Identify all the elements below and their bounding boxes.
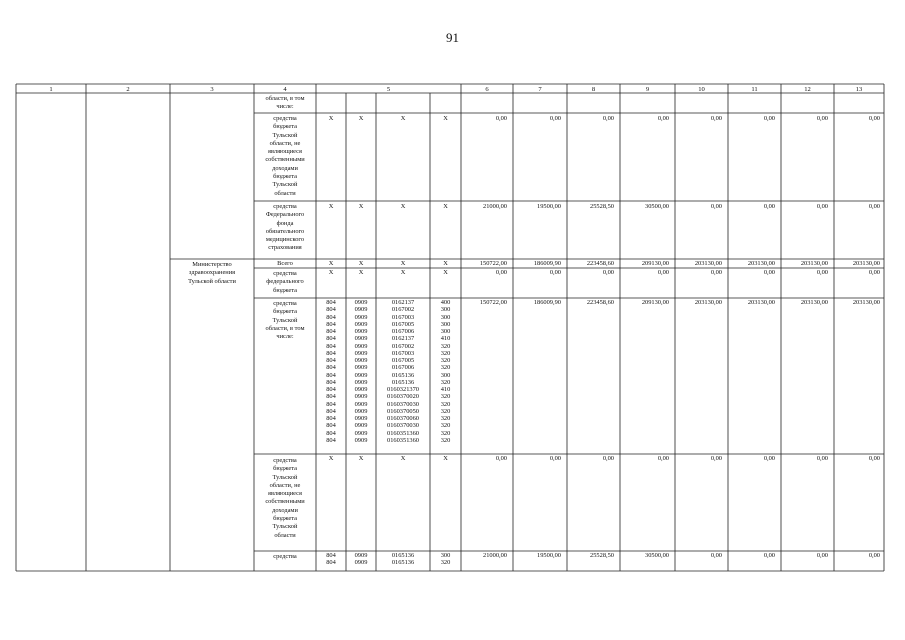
row-description: средства федерального бюджета — [266, 270, 304, 294]
organization-name: Министерство здравоохранения Тульской области — [188, 261, 236, 285]
code-csr: X — [400, 269, 406, 276]
value-col-6: 150722,00 — [479, 260, 507, 267]
value-col-8: 0,00 — [602, 269, 614, 276]
code-grbs-list: 804 804 — [326, 552, 336, 567]
value-col-12: 0,00 — [816, 552, 828, 559]
code-csr-list: 0162137 0167002 0167003 0167005 0167006 0162137 0167002 0167003 0167005 0167006 0165136 0165136 0160321370 0160370020 0160370030 0160370050 0160370060 0160370030 0160351360 0160351360 — [387, 299, 419, 444]
value-col-6: 0,00 — [495, 269, 507, 276]
header-col-9: 9 — [645, 86, 650, 93]
code-vr: X — [443, 260, 448, 267]
code-grbs: X — [328, 455, 334, 462]
header-col-3: 3 — [210, 86, 214, 93]
code-csr-list: 0165136 0165136 — [391, 552, 415, 567]
code-grbs: X — [328, 260, 334, 267]
code-rzpr: X — [358, 455, 364, 462]
code-rzpr: X — [358, 260, 364, 267]
code-rzpr: X — [358, 115, 364, 122]
value-col-11: 0,00 — [763, 115, 775, 122]
page-number: 91 — [446, 30, 459, 45]
code-grbs: X — [328, 115, 334, 122]
value-col-7: 186009,90 — [533, 299, 561, 306]
row-description: средства бюджета Тульской области, в том числе: — [265, 300, 305, 341]
value-col-8: 25528,50 — [590, 203, 614, 210]
row-description: средства — [273, 553, 297, 560]
value-col-9: 30500,00 — [645, 203, 669, 210]
value-col-12: 203130,00 — [800, 299, 828, 306]
row-description: средства бюджета Тульской области, не являющиеся собственными доходами бюджета Тульской области — [265, 115, 305, 197]
value-col-13: 0,00 — [868, 115, 880, 122]
code-vr: X — [443, 203, 448, 210]
row-description: области, в том числе: — [265, 95, 305, 111]
code-csr: X — [400, 203, 406, 210]
header-col-8: 8 — [591, 86, 596, 93]
header-col-5: 5 — [386, 86, 391, 93]
code-grbs-list: 804 804 804 804 804 804 804 804 804 804 804 804 804 804 804 804 804 804 804 804 — [326, 299, 336, 444]
value-col-13: 0,00 — [868, 552, 880, 559]
value-col-10: 0,00 — [710, 269, 722, 276]
value-col-10: 0,00 — [710, 203, 722, 210]
value-col-7: 0,00 — [549, 269, 561, 276]
value-col-8: 0,00 — [602, 455, 614, 462]
row-description: Всего — [277, 260, 293, 267]
code-grbs: X — [328, 269, 334, 276]
value-col-7: 0,00 — [549, 455, 561, 462]
code-csr: X — [400, 455, 406, 462]
code-csr: X — [400, 260, 406, 267]
value-col-13: 203130,00 — [852, 260, 880, 267]
header-col-10: 10 — [698, 86, 705, 93]
value-col-9: 209130,00 — [641, 299, 669, 306]
value-col-6: 21000,00 — [483, 203, 507, 210]
value-col-8: 0,00 — [602, 115, 614, 122]
code-rzpr: X — [358, 269, 364, 276]
code-vr: X — [443, 455, 448, 462]
code-grbs: X — [328, 203, 334, 210]
value-col-6: 0,00 — [495, 115, 507, 122]
value-col-6: 21000,00 — [483, 552, 507, 559]
value-col-10: 0,00 — [710, 455, 722, 462]
value-col-12: 0,00 — [816, 269, 828, 276]
value-col-8: 223458,60 — [586, 260, 614, 267]
header-col-2: 2 — [126, 86, 130, 93]
value-col-13: 0,00 — [868, 269, 880, 276]
header-col-4: 4 — [283, 86, 287, 93]
value-col-12: 0,00 — [816, 203, 828, 210]
header-col-7: 7 — [538, 86, 542, 93]
value-col-11: 0,00 — [763, 552, 775, 559]
value-col-12: 0,00 — [816, 455, 828, 462]
value-col-9: 0,00 — [657, 269, 669, 276]
code-rzpr-list: 0909 0909 0909 0909 0909 0909 0909 0909 0909 0909 0909 0909 0909 0909 0909 0909 0909 0909 0909 0909 — [354, 299, 368, 444]
code-vr-list: 300 320 — [440, 552, 451, 567]
value-col-12: 203130,00 — [800, 260, 828, 267]
value-col-11: 0,00 — [763, 203, 775, 210]
value-col-9: 30500,00 — [645, 552, 669, 559]
value-col-8: 223458,60 — [586, 299, 614, 306]
value-col-7: 19500,00 — [537, 552, 561, 559]
value-col-11: 203130,00 — [747, 260, 775, 267]
header-col-12: 12 — [804, 86, 811, 93]
value-col-7: 186009,90 — [533, 260, 561, 267]
value-col-11: 0,00 — [763, 269, 775, 276]
value-col-10: 203130,00 — [694, 299, 722, 306]
header-col-6: 6 — [485, 86, 489, 93]
value-col-11: 0,00 — [763, 455, 775, 462]
header-col-1: 1 — [49, 86, 53, 93]
value-col-13: 0,00 — [868, 455, 880, 462]
value-col-11: 203130,00 — [747, 299, 775, 306]
code-rzpr: X — [358, 203, 364, 210]
value-col-10: 0,00 — [710, 115, 722, 122]
value-col-13: 203130,00 — [852, 299, 880, 306]
value-col-9: 0,00 — [657, 455, 669, 462]
code-vr-list: 400 300 300 300 300 410 320 320 320 320 300 320 410 320 320 320 320 320 320 320 — [440, 299, 451, 444]
value-col-8: 25528,50 — [590, 552, 614, 559]
code-rzpr-list: 0909 0909 — [354, 552, 368, 567]
value-col-6: 150722,00 — [479, 299, 507, 306]
value-col-10: 203130,00 — [694, 260, 722, 267]
value-col-12: 0,00 — [816, 115, 828, 122]
code-csr: X — [400, 115, 406, 122]
value-col-10: 0,00 — [710, 552, 722, 559]
code-vr: X — [443, 115, 448, 122]
row-description: средства Федерального фонда обязательного медицинского страхования — [265, 203, 305, 252]
header-col-11: 11 — [751, 86, 758, 93]
value-col-6: 0,00 — [495, 455, 507, 462]
value-col-7: 0,00 — [549, 115, 561, 122]
value-col-13: 0,00 — [868, 203, 880, 210]
header-col-13: 13 — [855, 86, 863, 93]
code-vr: X — [443, 269, 448, 276]
value-col-9: 0,00 — [657, 115, 669, 122]
value-col-7: 19500,00 — [537, 203, 561, 210]
row-description: средства бюджета Тульской области, не являющиеся собственными доходами бюджета Тульской области — [265, 457, 305, 539]
value-col-9: 209130,00 — [641, 260, 669, 267]
